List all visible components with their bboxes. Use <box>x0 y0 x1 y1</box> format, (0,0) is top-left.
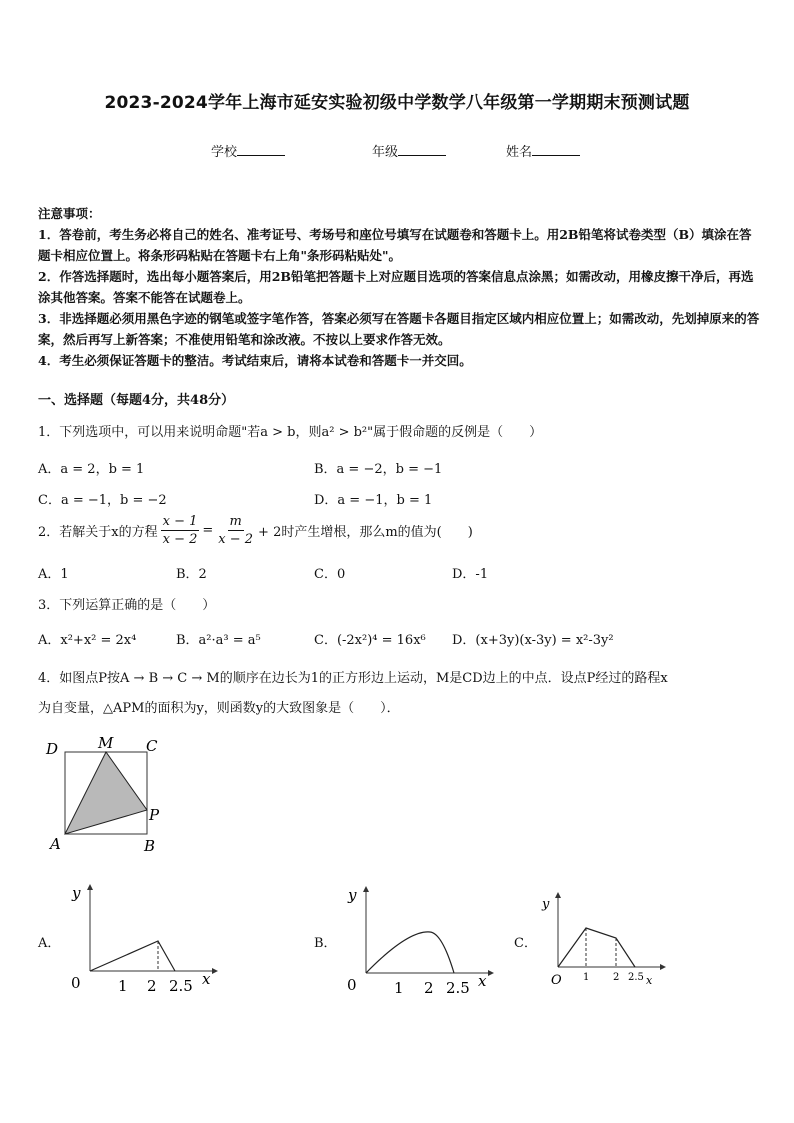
q2-pre: 2．若解关于x的方程 <box>38 525 158 540</box>
question-3-stem: 3．下列运算正确的是（ ） <box>38 598 216 613</box>
notes-block <box>38 203 762 371</box>
q2-option-c[interactable]: C．0 <box>314 567 346 582</box>
notes-heading: 注意事项： <box>38 206 101 221</box>
label-c: C <box>146 737 158 755</box>
graph-option-c[interactable] <box>536 886 666 996</box>
q2-numerator-1: x − 1 <box>162 514 198 529</box>
q2-option-b[interactable]: B．2 <box>176 567 207 582</box>
tick-label-1: 1 <box>394 979 404 997</box>
tick-label-2-5: 2.5 <box>169 977 193 995</box>
q3-option-b[interactable]: B．a²·a³ = a⁵ <box>176 633 261 648</box>
x-arrow-icon <box>488 970 494 976</box>
y-label: y <box>348 886 357 904</box>
name-field[interactable] <box>506 141 580 160</box>
origin-label: 0 <box>347 976 357 994</box>
q2-numerator-2: m <box>229 514 242 529</box>
q3-option-d[interactable]: D．(x+3y)(x-3y) = x²-3y² <box>452 633 614 648</box>
q1-option-a[interactable]: A．a = 2，b = 1 <box>38 462 145 477</box>
q1-option-d[interactable]: D．a = −1，b = 1 <box>314 493 433 508</box>
label-b: B <box>144 837 156 855</box>
grade-blank[interactable] <box>398 143 446 156</box>
grade-label: 年级 <box>372 145 399 160</box>
q4-option-c-label[interactable]: C． <box>514 936 537 951</box>
origin-label: O <box>551 973 562 988</box>
q4-option-a-label[interactable]: A． <box>38 936 61 951</box>
q2-post: + 2时产生增根，那么m的值为( ) <box>258 525 473 540</box>
page-title: 2023-2024学年上海市延安实验初级中学数学八年级第一学期期末预测试题 <box>104 93 690 113</box>
x-label: x <box>478 972 487 990</box>
note-item: 4．考生必须保证答题卡的整洁。考试结束后，请将本试卷和答题卡一并交回。 <box>38 353 472 368</box>
tick-label-1: 1 <box>118 977 128 995</box>
q3-option-c[interactable]: C．(-2x²)⁴ = 16x⁶ <box>314 633 426 648</box>
note-item: 1．答卷前，考生务必将自己的姓名、准考证号、考场号和座位号填写在试题卷和答题卡上。用2B铅笔将试卷类型（B）填涂在答题卡相应位置上。将条形码粘贴在答题卡右上角"条形码粘贴处"。 <box>38 227 752 263</box>
school-field[interactable] <box>211 141 285 160</box>
x-arrow-icon <box>212 968 218 974</box>
q4-option-b-label[interactable]: B． <box>314 936 337 951</box>
square-figure <box>40 730 170 855</box>
tick-label-2-5: 2.5 <box>628 972 644 983</box>
tick-label-2: 2 <box>424 979 434 997</box>
school-blank[interactable] <box>237 143 285 156</box>
section-heading: 一、选择题（每题4分，共48分） <box>38 393 235 408</box>
graph-option-a[interactable] <box>62 878 222 998</box>
q2-equals: = <box>202 523 214 538</box>
q2-option-d[interactable]: D．-1 <box>452 567 489 582</box>
q2-fraction-1 <box>161 513 200 548</box>
question-1-stem: 1．下列选项中，可以用来说明命题"若a > b，则a² > b²"属于假命题的反例是（ ） <box>38 425 543 440</box>
y-label: y <box>72 884 81 902</box>
q1-option-c[interactable]: C．a = −1，b = −2 <box>38 493 167 508</box>
q2-option-a[interactable]: A．1 <box>38 567 69 582</box>
note-item: 3．非选择题必须用黑色字迹的钢笔或签字笔作答，答案必须写在答题卡各题目指定区域内相应位置上；如需改动，先划掉原来的答案，然后再写上新答案；不准使用铅笔和涂改液。不按以上要求作答无效。 <box>38 311 760 347</box>
label-p: P <box>149 806 160 824</box>
label-a: A <box>50 835 61 853</box>
grade-field[interactable] <box>372 141 446 160</box>
graph-curve <box>90 941 175 971</box>
tick-label-2: 2 <box>147 977 157 995</box>
q2-denominator-1: x − 2 <box>162 532 198 547</box>
school-label: 学校 <box>211 145 238 160</box>
q2-denominator-2: x − 2 <box>218 532 254 547</box>
graph-option-b[interactable] <box>338 880 498 1000</box>
question-4-line-1: 4．如图点P按A → B → C → M的顺序在边长为1的正方形边上运动，M是CD边上的中点．设点P经过的路程x <box>38 671 668 686</box>
y-arrow-icon <box>555 892 561 898</box>
graph-curve <box>366 932 454 973</box>
x-label: x <box>646 974 653 987</box>
y-arrow-icon <box>87 884 93 890</box>
q2-fraction-2 <box>216 513 255 548</box>
tick-label-1: 1 <box>583 972 590 983</box>
x-arrow-icon <box>660 964 666 970</box>
label-d: D <box>46 740 59 758</box>
tick-label-2-5: 2.5 <box>446 979 470 997</box>
triangle-apm <box>65 752 147 834</box>
name-blank[interactable] <box>532 143 580 156</box>
y-arrow-icon <box>363 886 369 892</box>
q3-option-a[interactable]: A．x²+x² = 2x⁴ <box>38 633 137 648</box>
y-label: y <box>542 897 550 912</box>
question-2-stem <box>38 513 473 548</box>
graph-curve <box>558 928 635 967</box>
origin-label: 0 <box>71 974 81 992</box>
name-label: 姓名 <box>506 145 533 160</box>
question-4-line-2: 为自变量，△APM的面积为y，则函数y的大致图象是（ ）． <box>38 701 400 716</box>
label-m: M <box>98 734 114 752</box>
tick-label-2: 2 <box>613 972 620 983</box>
note-item: 2．作答选择题时，选出每小题答案后，用2B铅笔把答题卡上对应题目选项的答案信息点涂黑；如需改动，用橡皮擦干净后，再选涂其他答案。答案不能答在试题卷上。 <box>38 269 754 305</box>
x-label: x <box>202 970 211 988</box>
q1-option-b[interactable]: B．a = −2，b = −1 <box>314 462 443 477</box>
